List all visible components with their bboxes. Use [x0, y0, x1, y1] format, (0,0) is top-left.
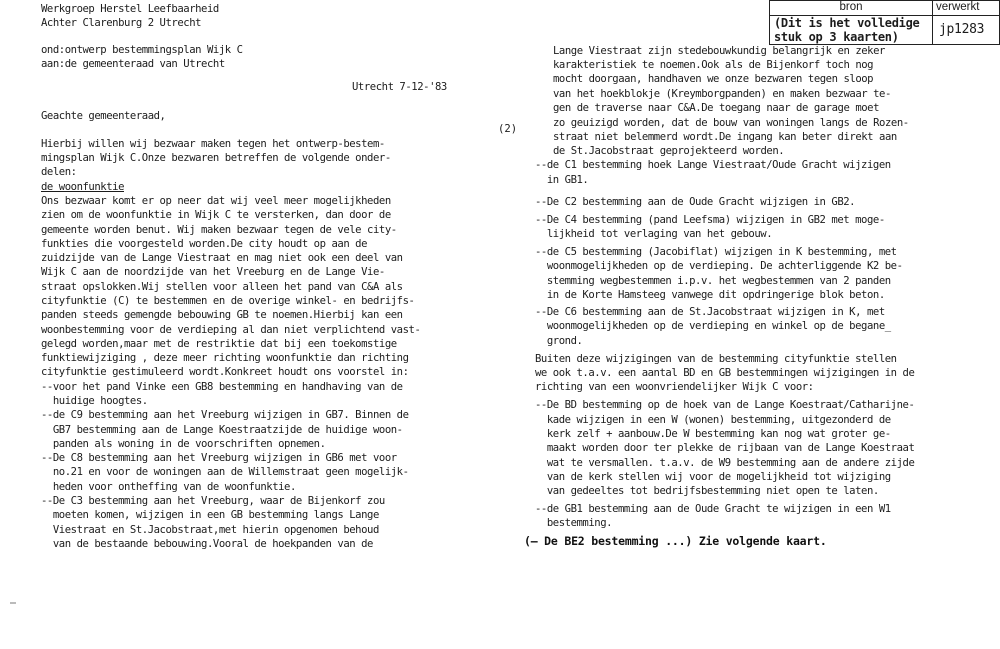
body-line: in de Korte Hamsteeg vanwege dit opdringerige blok beton. — [535, 289, 885, 301]
sender-name: Werkgroep Herstel Leefbaarheid — [41, 3, 219, 15]
body-line: lijkheid tot verlaging van het gebouw. — [535, 228, 773, 240]
intro-line: mingsplan Wijk C.Onze bezwaren betreffen de volgende onder- — [41, 152, 391, 164]
body-line: cityfunktie (C) te bestemmen en de overige winkel- en bedrijfs- — [41, 295, 415, 307]
body-line: woonbestemming voor de verdieping al dan niet verplichtend vast- — [41, 324, 421, 336]
body-line: grond. — [535, 335, 583, 347]
bron-note: (Dit is het volledige stuk op 3 kaarten) — [774, 16, 920, 44]
body-line: --De C4 bestemming (pand Leefsma) wijzigen in GB2 met moge- — [535, 214, 885, 226]
verwerkt-header: verwerkt — [932, 0, 1000, 16]
handwritten-note: (— De BE2 bestemming ...) Zie volgende kaart. — [524, 534, 827, 548]
body-line: --de C1 bestemming hoek Lange Viestraat/Oude Gracht wijzigen — [535, 159, 891, 171]
body-line: woonmogelijkheden op de verdieping. De achterliggende K2 be- — [535, 260, 903, 272]
body-line: karakteristiek te noemen.Ook als de Bijenkorf toch nog — [553, 59, 874, 71]
body-line: Wijk C aan de noordzijde van het Vreeburg en de Lange Vie- — [41, 266, 385, 278]
intro-line: delen: — [41, 166, 77, 178]
body-line: straat opslokken.Wij stellen voor alleen het pand van C&A als — [41, 281, 403, 293]
bron-cell — [769, 15, 933, 45]
subject-line: ond:ontwerp bestemmingsplan Wijk C — [41, 44, 243, 56]
body-line: GB7 bestemming aan de Lange Koestraatzijde de huidige woon- — [41, 424, 403, 436]
scan-speck — [10, 602, 16, 604]
body-line: moeten komen, wijzigen in een GB bestemming langs Lange — [41, 509, 379, 521]
body-line: straat niet belemmerd wordt.De ingang kan beter direkt aan — [553, 131, 897, 143]
body-line: --de C5 bestemming (Jacobiflat) wijzigen in K bestemming, met — [535, 246, 897, 258]
body-line: van gedeeltes tot bedrijfsbestemming niet open te laten. — [535, 485, 879, 497]
body-line: --De C8 bestemming aan het Vreeburg wijzigen in GB6 met voor — [41, 452, 397, 464]
body-line: we ook t.a.v. een aantal BD en GB bestemmingen wijzigingen in de — [535, 367, 915, 379]
body-line: Viestraat en St.Jacobstraat,met hierin opgenomen behoud — [41, 524, 379, 536]
body-line: Ons bezwaar komt er op neer dat wij veel meer mogelijkheden — [41, 195, 391, 207]
sender-address: Achter Clarenburg 2 Utrecht — [41, 17, 202, 29]
body-line: cityfunktie gestimuleerd wordt.Konkreet houdt ons voorstel in: — [41, 366, 409, 378]
body-line: van de kerk stellen wij voor de mogelijkheid tot wijziging — [535, 471, 891, 483]
body-line: woonmogelijkheden op de verdieping en winkel op de begane_ — [535, 320, 891, 332]
body-line: gelegd worden,maar met de restriktie dat bij een toekomstige — [41, 338, 397, 350]
body-line: kade wijzigen in een W (wonen) bestemming, uitgezonderd de — [535, 414, 891, 426]
body-line: heden voor ontheffing van de woonfunktie. — [41, 481, 296, 493]
addressee-line: aan:de gemeenteraad van Utrecht — [41, 58, 225, 70]
body-line: zo geuizigd worden, dat de bouw van woningen langs de Rozen- — [553, 117, 909, 129]
bron-header: bron — [769, 0, 933, 16]
body-line: Lange Viestraat zijn stedebouwkundig belangrijk en zeker — [553, 45, 885, 57]
body-line: richting van een woonvriendelijker Wijk C voor: — [535, 381, 814, 393]
body-line: --De C6 bestemming aan de St.Jacobstraat wijzigen in K, met — [535, 306, 885, 318]
page-marker: (2) — [498, 123, 518, 135]
body-line: gemeente worden benut. Wij maken bezwaar tegen de vele city- — [41, 224, 397, 236]
letter-date: Utrecht 7-12-'83 — [352, 81, 447, 93]
body-line: panden steeds gemengde bebouwing GB te noemen.Hierbij kan een — [41, 309, 403, 321]
body-line: --De C2 bestemming aan de Oude Gracht wijzigen in GB2. — [535, 196, 856, 208]
body-line: gen de traverse naar C&A.De toegang naar de garage moet — [553, 102, 880, 114]
archive-code: jp1283 — [939, 22, 985, 37]
section-heading: de woonfunktie — [41, 181, 124, 193]
intro-line: Hierbij willen wij bezwaar maken tegen het ontwerp-bestem- — [41, 138, 385, 150]
body-line: stemming wegbestemmen i.p.v. het wegbestemmen van 2 panden — [535, 275, 891, 287]
body-line: in GB1. — [535, 174, 589, 186]
body-line: van de bestaande bebouwing.Vooral de hoekpanden van de — [41, 538, 373, 550]
body-line: maakt worden door ter plekke de rijbaan van de Lange Koestraat — [535, 442, 915, 454]
body-line: van het hoekblokje (Kreymborgpanden) en maken bezwaar te- — [553, 88, 891, 100]
body-line: funkties die voorgesteld worden.De city houdt op aan de — [41, 238, 368, 250]
body-line: --De BD bestemming op de hoek van de Lange Koestraat/Catharijne- — [535, 399, 915, 411]
body-line: kerk zelf + aanbouw.De W bestemming kan nog wat groter ge- — [535, 428, 891, 440]
body-line: bestemming. — [535, 517, 613, 529]
body-line: no.21 en voor de woningen aan de Willemstraat geen mogelijk- — [41, 466, 409, 478]
body-line: funktiewijziging , deze meer richting woonfunktie dan richting — [41, 352, 409, 364]
archive-stamp — [769, 0, 1000, 44]
salutation: Geachte gemeenteraad, — [41, 110, 166, 122]
body-line: --de C9 bestemming aan het Vreeburg wijzigen in GB7. Binnen de — [41, 409, 409, 421]
body-line: de St.Jacobstraat geprojekteerd worden. — [553, 145, 785, 157]
body-line: --voor het pand Vinke een GB8 bestemming en handhaving van de — [41, 381, 403, 393]
body-line: zien om de woonfunktie in Wijk C te versterken, dan door de — [41, 209, 391, 221]
verwerkt-cell — [932, 15, 1000, 45]
body-line: mocht doorgaan, handhaven we onze bezwaren tegen sloop — [553, 73, 874, 85]
body-line: --De C3 bestemming aan het Vreeburg, waar de Bijenkorf zou — [41, 495, 385, 507]
body-line: huidige hoogtes. — [41, 395, 148, 407]
body-line: zuidzijde van de Lange Viestraat en mag niet ook een deel van — [41, 252, 403, 264]
body-line: panden als woning in de voorschriften opnemen. — [41, 438, 326, 450]
body-line: wat te versmallen. t.a.v. de W9 bestemming aan de andere zijde — [535, 457, 915, 469]
body-line: Buiten deze wijzigingen van de bestemming cityfunktie stellen — [535, 353, 897, 365]
body-line: --de GB1 bestemming aan de Oude Gracht te wijzigen in een W1 — [535, 503, 891, 515]
